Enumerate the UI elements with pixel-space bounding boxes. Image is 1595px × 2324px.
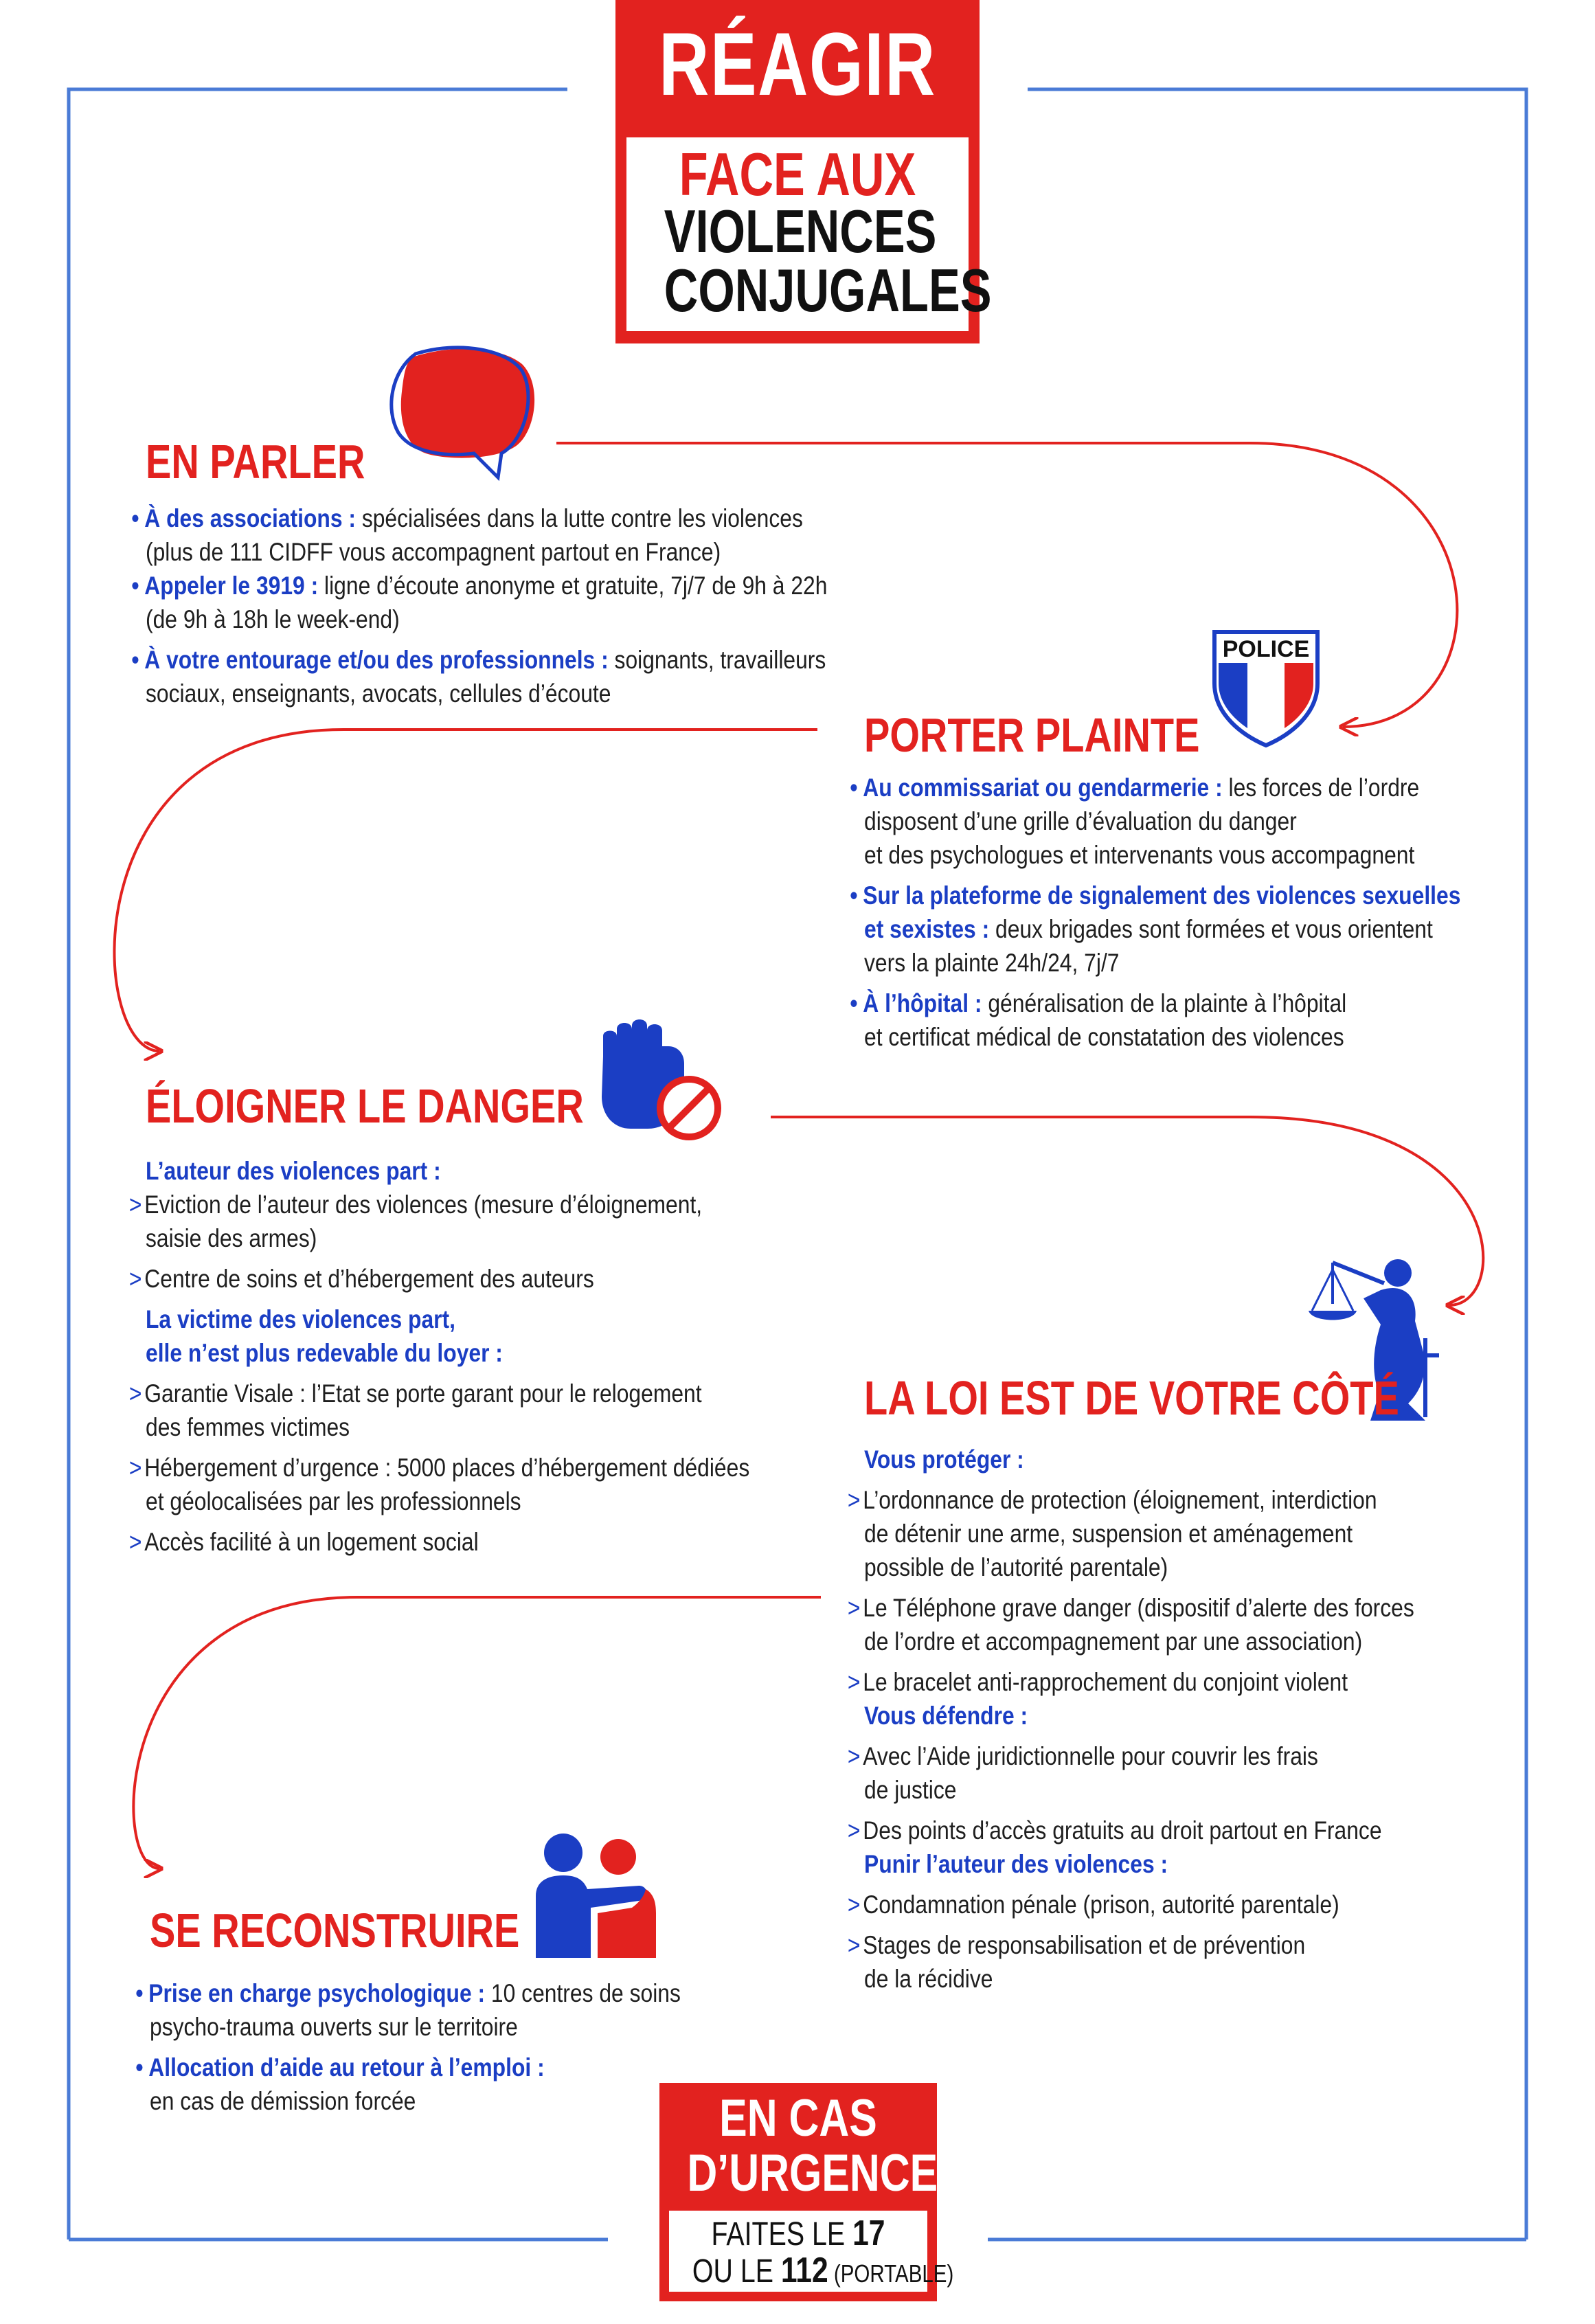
loi-title: LA LOI EST DE VOTRE CÔTÉ xyxy=(864,1371,1399,1425)
emergency-box xyxy=(659,2083,954,2301)
header-title: RÉAGIR xyxy=(659,14,936,114)
en-parler-item: • À votre entourage et/ou des professionnels : soignants, travailleurs xyxy=(131,646,826,674)
header-subtitle-3: CONJUGALES xyxy=(664,256,992,324)
eloigner-subhead: La victime des violences part, xyxy=(146,1305,455,1333)
eloigner-subhead: L’auteur des violences part : xyxy=(146,1157,441,1185)
eloigner-item: > Accès facilité à un logement social xyxy=(128,1528,479,1556)
emergency-title-1: EN CAS xyxy=(719,2089,877,2147)
reconstruire-item: • Prise en charge psychologique : 10 centres de soins xyxy=(135,1979,681,2007)
plainte-item-cont: vers la plainte 24h/24, 7j/7 xyxy=(864,949,1120,977)
loi-item-cont: possible de l’autorité parentale) xyxy=(864,1553,1168,1581)
loi-item: > Le bracelet anti-rapprochement du conjoint violent xyxy=(847,1668,1348,1696)
loi-item-cont: de justice xyxy=(864,1776,957,1804)
header-box xyxy=(615,0,992,343)
en-parler-item-cont: (de 9h à 18h le week-end) xyxy=(146,605,400,633)
reconstruire-item-cont: psycho-trauma ouverts sur le territoire xyxy=(150,2013,518,2041)
reconstruire-title: SE RECONSTRUIRE xyxy=(150,1904,520,1957)
loi-item-cont: de l’ordre et accompagnement par une association) xyxy=(864,1627,1363,1656)
loi-item: > Condamnation pénale (prison, autorité parentale) xyxy=(847,1891,1339,1919)
loi-item-cont: de la récidive xyxy=(864,1965,993,1993)
eloigner-item: > Centre de soins et d’hébergement des auteurs xyxy=(128,1265,594,1293)
support-people-icon xyxy=(529,1831,659,1961)
plainte-item-cont: et certificat médical de constatation des violences xyxy=(864,1023,1344,1051)
en-parler-item-cont: (plus de 111 CIDFF vous accompagnent partout en France) xyxy=(146,538,721,566)
plainte-item: • Au commissariat ou gendarmerie : les forces de l’ordre xyxy=(850,774,1420,802)
loi-subhead: Punir l’auteur des violences : xyxy=(864,1850,1168,1878)
en-parler-title: EN PARLER xyxy=(146,435,365,488)
eloigner-item-cont: et géolocalisées par les professionnels xyxy=(146,1487,521,1515)
en-parler-item-cont: sociaux, enseignants, avocats, cellules d’écoute xyxy=(146,679,611,708)
loi-item: > Avec l’Aide juridictionnelle pour couvrir les frais xyxy=(847,1742,1318,1770)
porter-plainte-title: PORTER PLAINTE xyxy=(864,708,1200,762)
plainte-item-cont: et des psychologues et intervenants vous accompagnent xyxy=(864,841,1415,869)
loi-subhead: Vous défendre : xyxy=(864,1702,1028,1730)
reconstruire-item: • Allocation d’aide au retour à l’emploi : xyxy=(135,2053,545,2082)
plainte-item-cont: disposent d’une grille d’évaluation du danger xyxy=(864,807,1297,835)
loi-item: > L’ordonnance de protection (éloignement, interdiction xyxy=(847,1486,1377,1514)
loi-subhead: Vous protéger : xyxy=(864,1445,1024,1474)
loi-item: > Stages de responsabilisation et de prévention xyxy=(847,1931,1306,1959)
eloigner-item: > Garantie Visale : l’Etat se porte garant pour le relogement xyxy=(128,1379,702,1408)
eloigner-item: > Hébergement d’urgence : 5000 places d’hébergement dédiées xyxy=(128,1454,750,1482)
speech-bubble-icon xyxy=(385,343,543,488)
curve-loi-to-reconstruire xyxy=(133,1597,821,1869)
eloigner-item: > Eviction de l’auteur des violences (mesure d’éloignement, xyxy=(128,1191,703,1219)
eloigner-list xyxy=(128,1154,819,1559)
eloigner-item-cont: saisie des armes) xyxy=(146,1224,317,1252)
loi-list xyxy=(847,1443,1524,1996)
porter-plainte-list xyxy=(850,771,1524,1054)
emergency-call-17: FAITES LE 17 xyxy=(711,2213,885,2253)
en-parler-item: • À des associations : spécialisées dans la lutte contre les violences xyxy=(131,504,803,532)
plainte-item: • Sur la plateforme de signalement des violences sexuelles xyxy=(850,881,1461,910)
loi-item: > Des points d’accès gratuits au droit partout en France xyxy=(847,1816,1382,1844)
header-subtitle-box xyxy=(626,137,992,331)
eloigner-item-cont: des femmes victimes xyxy=(146,1413,350,1441)
loi-item-cont: de détenir une arme, suspension et aménagement xyxy=(864,1520,1353,1548)
en-parler-item: • Appeler le 3919 : ligne d’écoute anonyme et gratuite, 7j/7 de 9h à 22h xyxy=(131,572,828,600)
curve-plainte-to-eloigner xyxy=(114,730,817,1051)
emergency-title-2: D’URGENCE, xyxy=(687,2144,950,2202)
loi-item: > Le Téléphone grave danger (dispositif d’alerte des forces xyxy=(847,1594,1414,1622)
eloigner-title: ÉLOIGNER LE DANGER xyxy=(146,1079,584,1133)
eloigner-subhead: elle n’est plus redevable du loyer : xyxy=(146,1339,503,1367)
police-badge-text: POLICE xyxy=(1222,636,1310,662)
emergency-numbers xyxy=(669,2211,954,2292)
en-parler-list xyxy=(131,501,901,710)
stop-hand-icon xyxy=(589,1015,727,1146)
emergency-call-112: OU LE 112 (PORTABLE) xyxy=(692,2250,954,2290)
plainte-item: • À l’hôpital : généralisation de la plainte à l’hôpital xyxy=(850,989,1347,1017)
plainte-item-cont: et sexistes : deux brigades sont formées et vous orientent xyxy=(864,915,1433,943)
header-subtitle-2: VIOLENCES xyxy=(664,197,937,265)
police-badge-icon xyxy=(1208,618,1324,749)
reconstruire-item-cont: en cas de démission forcée xyxy=(150,2087,416,2115)
header-subtitle-1: FACE AUX xyxy=(679,140,916,208)
